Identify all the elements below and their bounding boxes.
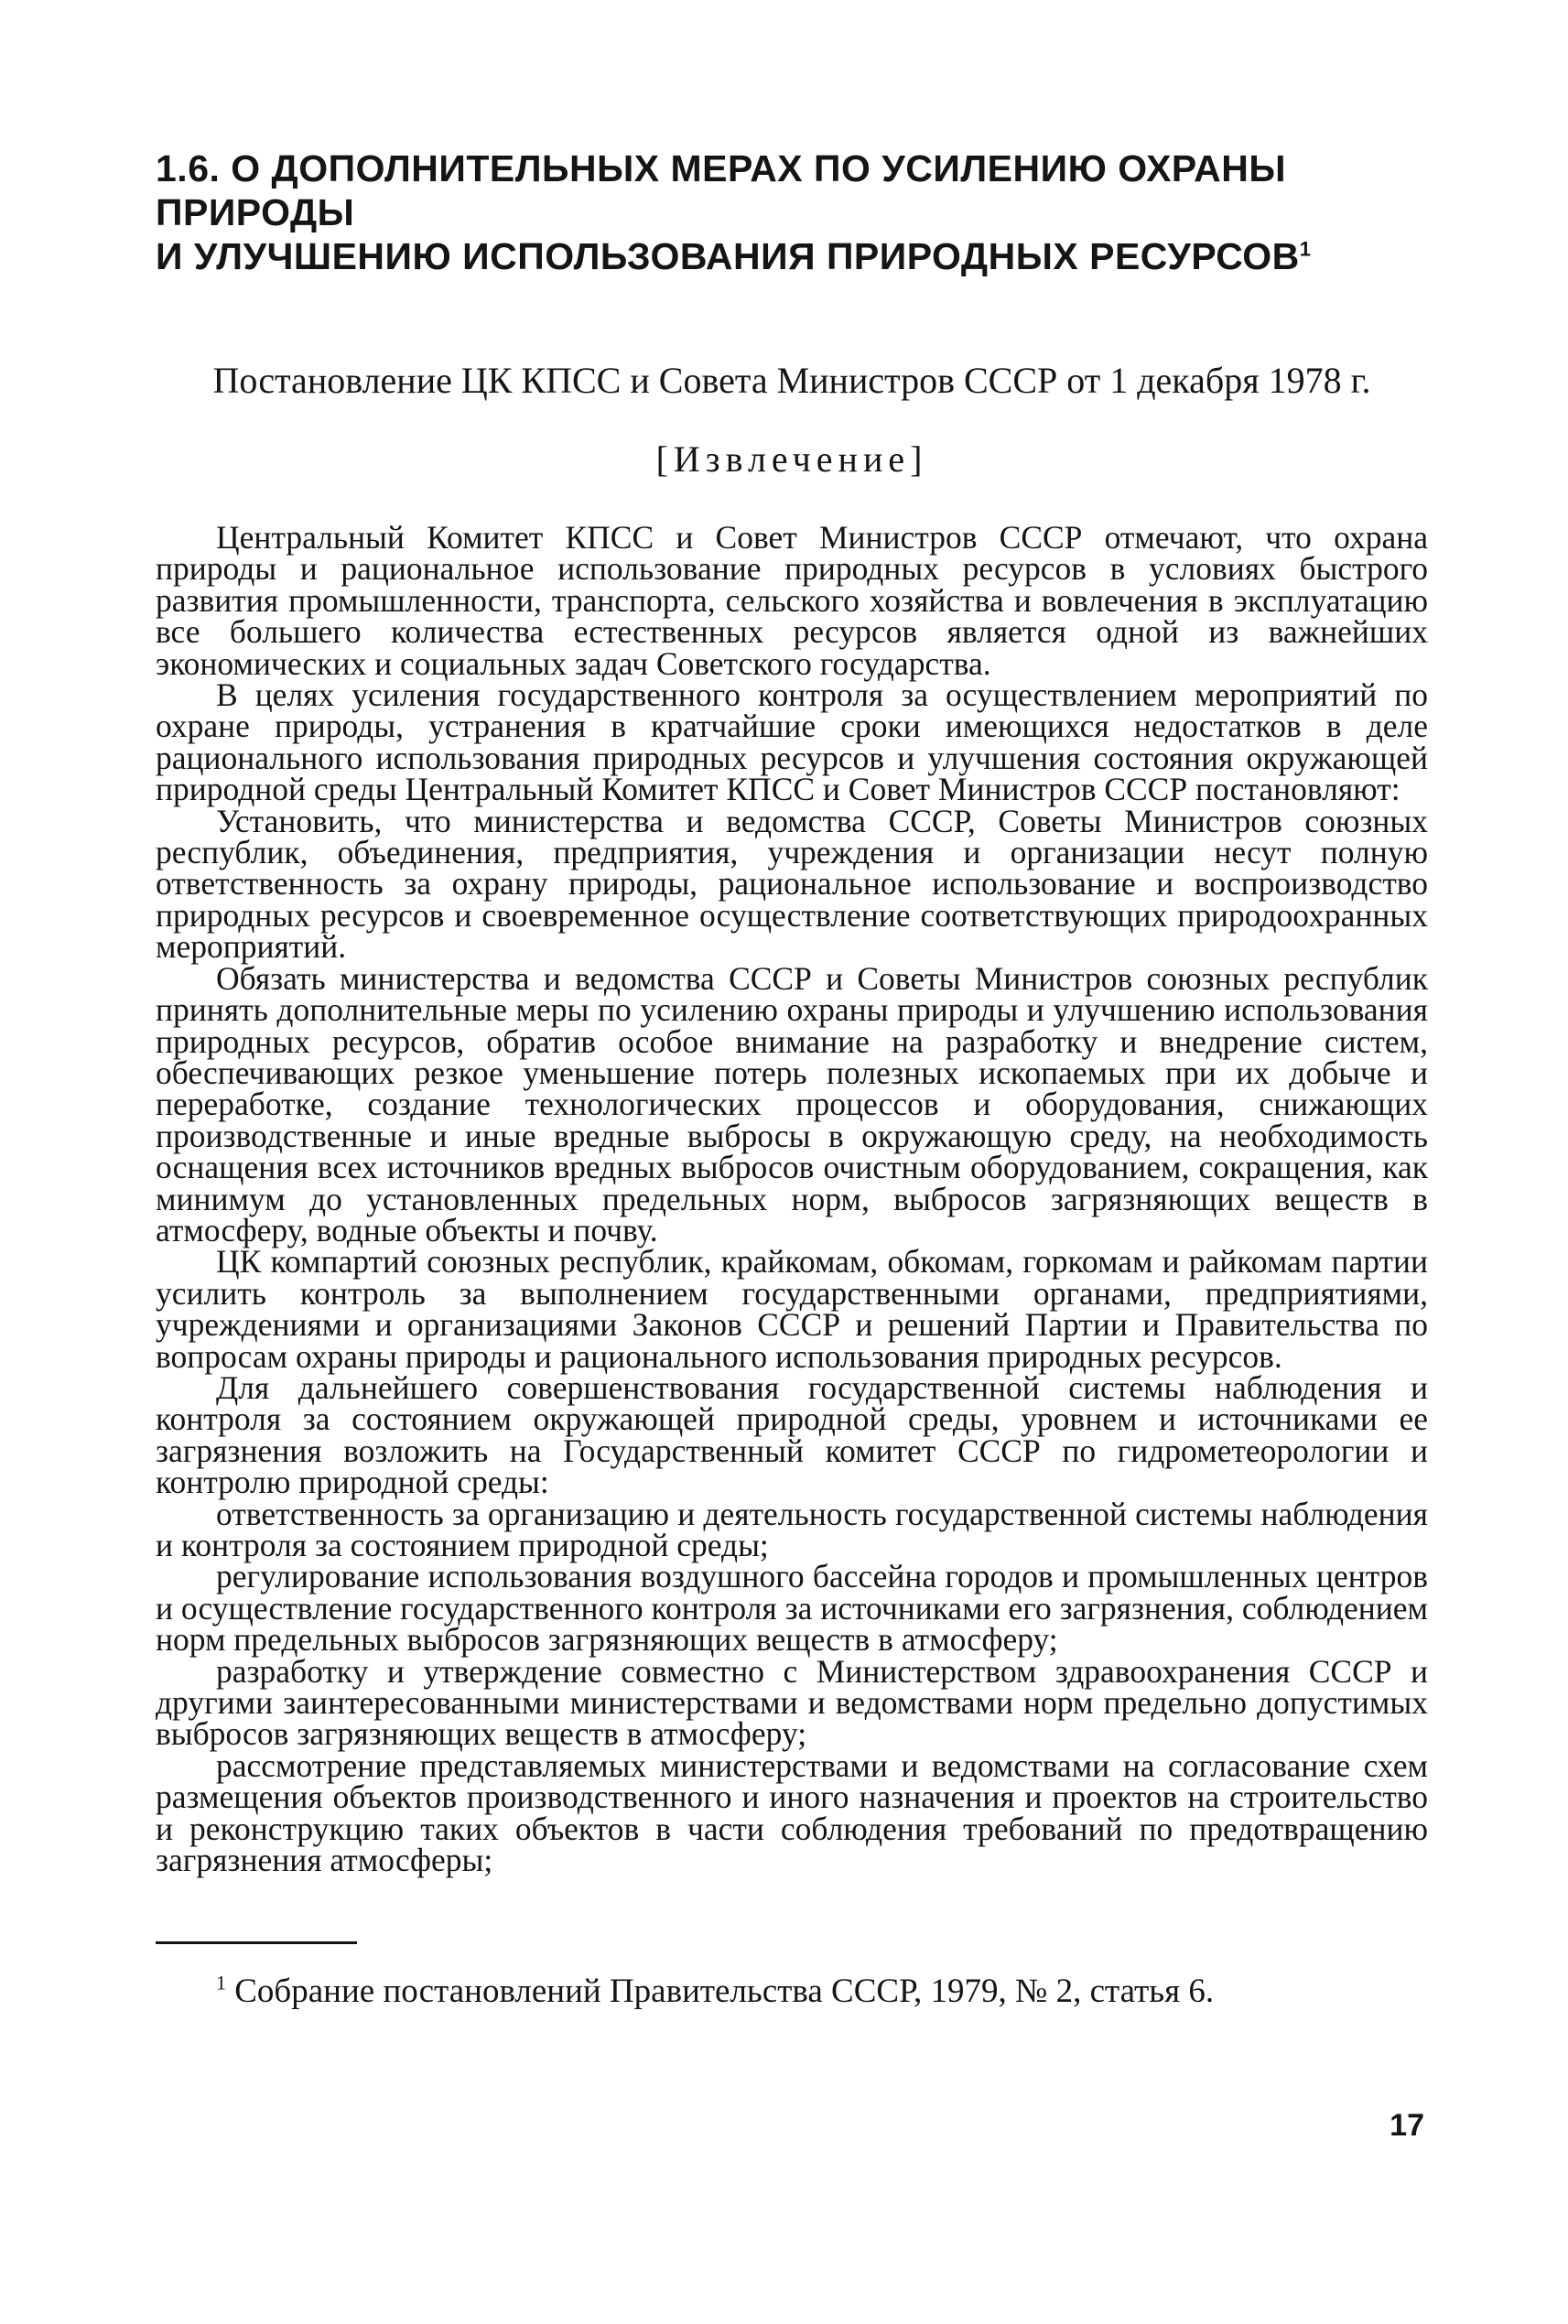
- heading-line-2: [156, 234, 1428, 278]
- paragraph: Установить, что министерства и ведомства СССР, Советы Министров союзных республик, объединения, предприятия, учреждения и организации несут полную ответственность за охрану природы, рациональное использование и воспроизводство природных ресурсов и своевременное осуществление соответствующих природоохранных мероприятий.: [156, 802, 1428, 966]
- paragraph: регулирование использования воздушного бассейна городов и промышленных центров и осуществление государственного контроля за источниками его загрязнения, соблюдением норм предельных выбросов загрязняющих веществ в атмосферу;: [156, 1558, 1429, 1659]
- resolution-subtitle: Постановление ЦК КПСС и Совета Министров СССР от 1 декабря 1978 г.: [212, 360, 1371, 401]
- paragraph: Для дальнейшего совершенствования государственной системы наблюдения и контроля за состоянием окружающей природной среды, уровнем и источниками ее загрязнения возложить на Государственный комитет СССР по гидрометеорологии и контролю природной среды:: [156, 1368, 1428, 1501]
- paragraph: Обязать министерства и ведомства СССР и Советы Министров союзных республик принять дополнительные меры по усилению охраны природы и улучшению использования природных ресурсов, обратив особое внимание на разработку и внедрение систем, обеспечивающих резкое уменьшение потерь полезных ископаемых при их добыче и переработке, создание технологических процессов и оборудования, снижающих производственные и иные вредные выбросы в окружающую среду, на необходимость оснащения всех источников вредных выбросов очистным оборудованием, сокращения, как минимум до установленных предельных норм, выбросов загрязняющих веществ в атмосферу, водные объекты и почву.: [156, 959, 1428, 1248]
- paragraph: В целях усиления государственного контроля за осуществлением мероприятий по охране природы, устранения в кратчайшие сроки имеющихся недостатков в деле рационального использования природных ресурсов и улучшения состояния окружающей природной среды Центральный Комитет КПСС и Совет Министров СССР постановляют:: [156, 676, 1428, 808]
- footnote-mark: 1: [216, 1972, 226, 1995]
- footnote-text: Собрание постановлений Правительства СССР, 1979, № 2, статья 6.: [234, 1973, 1215, 2011]
- body-text: [156, 519, 1429, 1879]
- paragraph: Центральный Комитет КПСС и Совет Министров СССР отмечают, что охрана природы и рациональное использование природных ресурсов в условиях быстрого развития промышленности, транспорта, сельского хозяйства и вовлечения в эксплуатацию все большего количества естественных ресурсов является одной из важнейших экономических и социальных задач Советского государства.: [156, 519, 1428, 682]
- footnote-divider: [156, 1941, 357, 1944]
- page-number: 17: [1390, 2108, 1424, 2143]
- paragraph: рассмотрение представляемых министерствами и ведомствами на согласование схем размещения объектов производственного и иного назначения и проектов на строительство и реконструкцию таких объектов в части соблюдения требований по предотвращению загрязнения атмосферы;: [156, 1746, 1428, 1879]
- section-heading: [156, 146, 1428, 278]
- footnote: [156, 1972, 1428, 2012]
- heading-footnote-mark: 1: [1299, 237, 1312, 261]
- extract-label: [Извлечение]: [655, 438, 928, 480]
- paragraph: ответственность за организацию и деятельность государственной системы наблюдения и контроля за состоянием природной среды;: [156, 1495, 1428, 1563]
- heading-line-1: 1.6. О ДОПОЛНИТЕЛЬНЫХ МЕРАХ ПО УСИЛЕНИЮ ОХРАНЫ ПРИРОДЫ: [156, 147, 1287, 233]
- paragraph: ЦК компартий союзных республик, крайкомам, обкомам, горкомам и райкомам партии усилить контроль за выполнением государственными органами, предприятиями, учреждениями и организациями Законов СССР и решений Партии и Правительства по вопросам охраны природы и рационального использования природных ресурсов.: [156, 1243, 1428, 1375]
- paragraph: разработку и утверждение совместно с Министерством здравоохранения СССР и другими заинтересованными министерствами и ведомствами норм предельно допустимых выбросов загрязняющих веществ в атмосферу;: [156, 1652, 1428, 1753]
- heading-line-2-text: И УЛУЧШЕНИЮ ИСПОЛЬЗОВАНИЯ ПРИРОДНЫХ РЕСУРСОВ: [156, 235, 1300, 277]
- document-page: [156, 128, 1428, 2288]
